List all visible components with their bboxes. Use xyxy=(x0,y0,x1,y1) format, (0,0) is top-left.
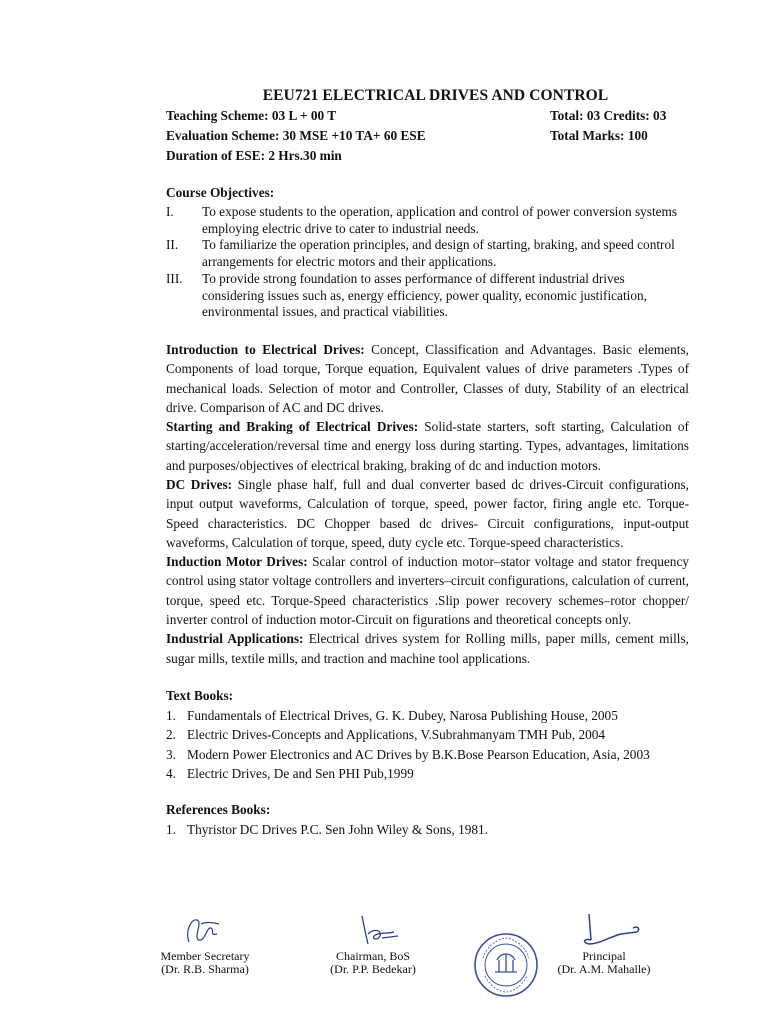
total-credits: Total: 03 Credits: 03 xyxy=(550,108,667,123)
objective-text: To expose students to the operation, application and control of power conversion systems employing electric drive to cater to industrial needs. xyxy=(202,204,678,236)
text-books-heading: Text Books: xyxy=(166,687,234,703)
objective-number: II. xyxy=(166,237,179,253)
unit-heading: Starting and Braking of Electrical Drives: xyxy=(166,419,419,435)
signatory-principal xyxy=(548,910,660,976)
signatory-member-secretary xyxy=(150,912,260,976)
signatory-role: Member Secretary xyxy=(160,949,250,963)
unit-heading: Induction Motor Drives: xyxy=(166,554,308,570)
text-books-list xyxy=(166,706,689,784)
book-number: 1. xyxy=(166,821,176,837)
objective-item xyxy=(166,237,689,270)
ese-duration: Duration of ESE: 2 Hrs.30 min xyxy=(166,148,342,163)
book-item xyxy=(166,764,689,784)
book-number: 4. xyxy=(166,766,176,782)
book-item xyxy=(166,706,689,726)
book-item xyxy=(166,820,689,840)
book-text: Electric Drives, De and Sen PHI Pub,1999 xyxy=(187,766,414,782)
objective-text: To familiarize the operation principles, and design of starting, braking, and speed control arrangements for electric motors and their applications. xyxy=(202,237,675,270)
unit-body: Concept, Classification and Advantages. Basic elements, Components of load torque, Torque equation, Equivalent values of drive parameters .Types of mechanical loads. Selection of motor and Controller, Classes of duty, Stability of an electrical drive. Comparison of AC and DC drives. xyxy=(166,341,689,415)
college-seal-icon xyxy=(473,932,539,998)
signature-icon xyxy=(175,912,235,948)
total-marks: Total Marks: 100 xyxy=(550,128,648,143)
evaluation-row xyxy=(166,126,689,146)
signatory-role: Principal xyxy=(582,949,626,963)
signatory-role: Chairman, BoS xyxy=(336,949,410,963)
objective-number: III. xyxy=(166,270,183,286)
unit-body: Single phase half, full and dual converter based dc drives-Circuit configurations, input output waveforms, Calculation of torque, speed, power factor, firing angle etc. Torque-Speed characteristics. DC Chopper based dc drives- Circuit configurations, input-output waveforms, Calculation of torque, speed, duty cycle etc. Torque-speed characteristics. xyxy=(166,477,689,550)
book-text: Thyristor DC Drives P.C. Sen John Wiley & Sons, 1981. xyxy=(187,821,488,837)
signatory-chairman xyxy=(315,912,431,976)
teaching-scheme: Teaching Scheme: 03 L + 00 T xyxy=(166,108,337,123)
duration-row xyxy=(166,146,689,166)
unit-paragraph xyxy=(166,552,689,629)
teaching-row xyxy=(166,106,689,126)
objective-number: I. xyxy=(166,204,174,219)
signature-icon xyxy=(559,910,649,948)
signatory-name: (Dr. R.B. Sharma) xyxy=(161,962,249,976)
objective-item xyxy=(166,271,689,321)
unit-body: Electrical drives system for Rolling mills, paper mills, cement mills, sugar mills, textile mills, and traction and machine tool applications. xyxy=(166,631,689,666)
unit-paragraph xyxy=(166,475,689,552)
signatory-name: (Dr. A.M. Mahalle) xyxy=(557,962,651,976)
evaluation-scheme: Evaluation Scheme: 30 MSE +10 TA+ 60 ESE xyxy=(166,128,426,143)
unit-body: Scalar control of induction motor–stator voltage and stator frequency control using stator voltage controllers and inverters–circuit configurations, calculation of current, torque, speed etc. Torque-Speed characteristics .Slip power recovery schemes–rotor chopper/ inverter control of induction motor-Circuit on figurations and theoretical concepts only. xyxy=(166,554,690,628)
objective-text: To provide strong foundation to asses performance of different industrial drives considering issues such as, energy efficiency, power quality, economic justification, environmental issues, and practical viabilities. xyxy=(202,270,647,320)
signatory-name: (Dr. P.P. Bedekar) xyxy=(330,962,416,976)
unit-paragraph xyxy=(166,629,689,668)
book-number: 3. xyxy=(166,746,176,762)
course-title: EEU721 ELECTRICAL DRIVES AND CONTROL xyxy=(262,87,609,104)
book-text: Electric Drives-Concepts and Applications, V.Subrahmanyam TMH Pub, 2004 xyxy=(187,727,606,743)
reference-books-heading: References Books: xyxy=(166,801,271,817)
objectives-list xyxy=(166,204,689,321)
syllabus-page xyxy=(166,86,689,839)
objectives-heading: Course Objectives: xyxy=(166,185,275,200)
unit-paragraph xyxy=(166,417,689,475)
unit-heading: Introduction to Electrical Drives: xyxy=(166,341,365,357)
book-number: 1. xyxy=(166,707,176,723)
reference-books-list xyxy=(166,820,689,840)
signature-icon xyxy=(338,912,408,948)
book-number: 2. xyxy=(166,727,176,743)
unit-heading: Industrial Applications: xyxy=(166,631,304,647)
book-text: Modern Power Electronics and AC Drives by B.K.Bose Pearson Education, Asia, 2003 xyxy=(187,746,650,762)
unit-paragraph xyxy=(166,340,689,417)
unit-body: Solid-state starters, soft starting, Calculation of starting/acceleration/reversal time and energy loss during starting. Types, advantages, limitations and purposes/objectives of electrical braking, braking of dc and induction motors. xyxy=(166,419,689,473)
objective-item xyxy=(166,204,689,237)
syllabus-units xyxy=(166,340,689,668)
book-item xyxy=(166,725,689,745)
book-item xyxy=(166,745,689,765)
unit-heading: DC Drives: xyxy=(166,477,233,492)
book-text: Fundamentals of Electrical Drives, G. K. Dubey, Narosa Publishing House, 2005 xyxy=(187,707,618,723)
